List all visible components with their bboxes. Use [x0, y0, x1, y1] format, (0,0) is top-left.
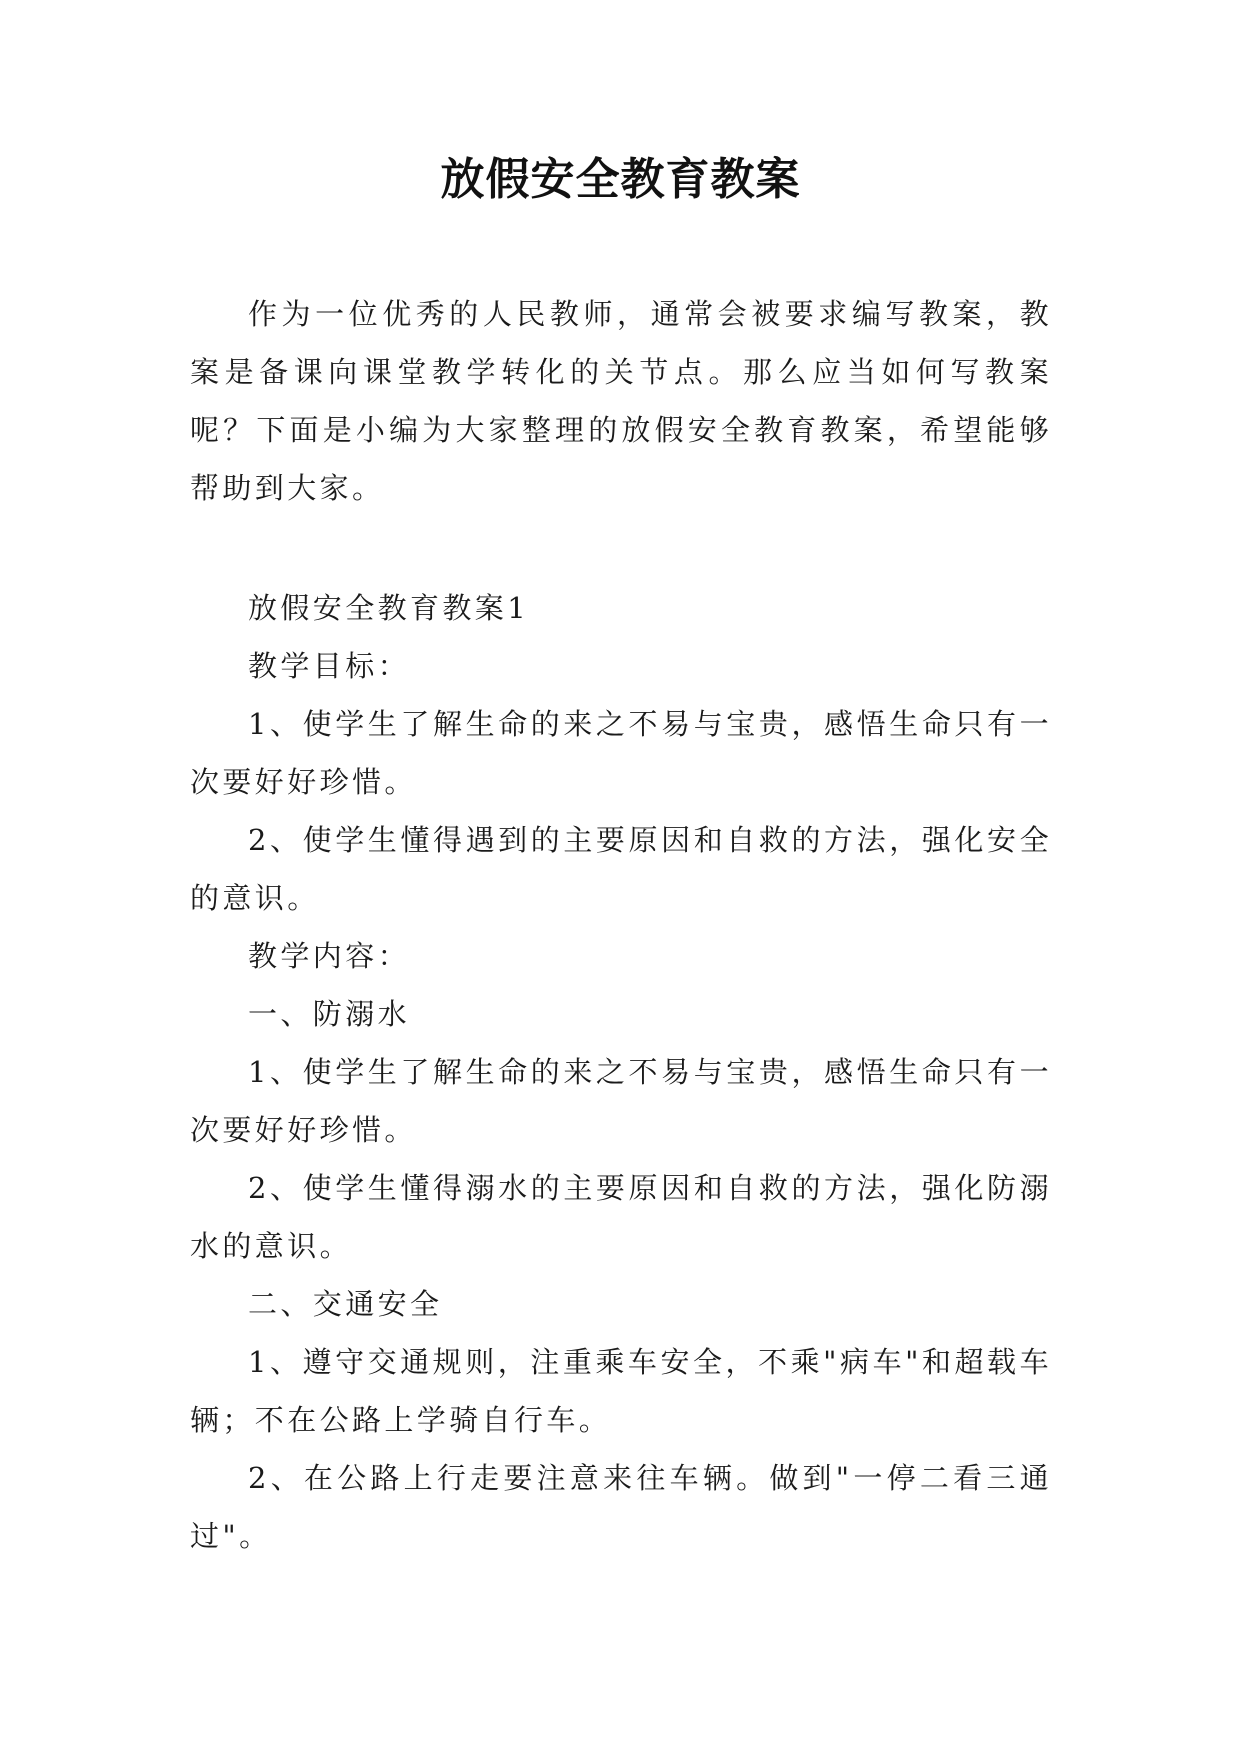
document-title: 放假安全教育教案: [440, 154, 801, 205]
topic-heading: 一、防溺水: [248, 997, 411, 1031]
topic-item: 2、在公路上行走要注意来往车辆。做到"一停二看三通过"。: [190, 1461, 1052, 1553]
topic-heading: 二、交通安全: [248, 1287, 443, 1321]
paragraph-gap: [190, 517, 1052, 579]
topic-item: 1、使学生了解生命的来之不易与宝贵，感悟生命只有一次要好好珍惜。: [190, 1055, 1052, 1147]
teaching-objectives-heading: 教学目标：: [248, 649, 411, 683]
section-heading: 放假安全教育教案1: [248, 591, 530, 625]
objective-item: 2、使学生懂得遇到的主要原因和自救的方法，强化安全的意识。: [190, 823, 1052, 915]
teaching-content-heading: 教学内容：: [248, 939, 411, 973]
topic-item: 1、遵守交通规则，注重乘车安全，不乘"病车"和超载车辆；不在公路上学骑自行车。: [190, 1345, 1052, 1437]
intro-paragraph: 作为一位优秀的人民教师，通常会被要求编写教案，教案是备课向课堂教学转化的关节点。那么应当如何写教案呢？下面是小编为大家整理的放假安全教育教案，希望能够帮助到大家。: [190, 297, 1052, 505]
topic-item: 2、使学生懂得溺水的主要原因和自救的方法，强化防溺水的意识。: [190, 1171, 1052, 1263]
document-body: [190, 285, 1052, 1565]
objective-item: 1、使学生了解生命的来之不易与宝贵，感悟生命只有一次要好好珍惜。: [190, 707, 1052, 799]
